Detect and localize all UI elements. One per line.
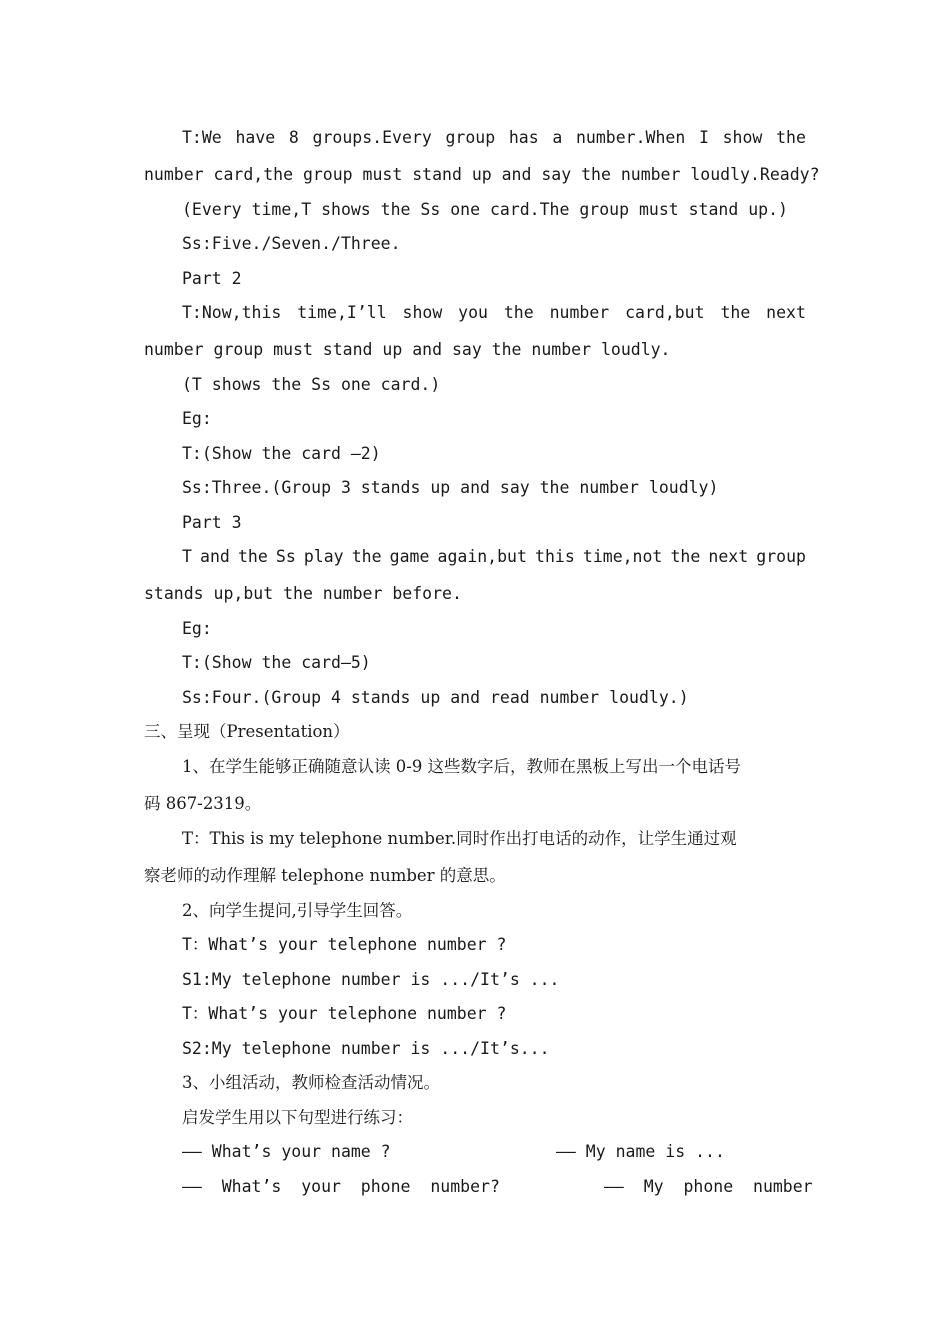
word: groups.Every (312, 128, 432, 147)
paragraph-line-11: Ss:Three.(Group 3 stands up and say the number loudly) (182, 478, 719, 497)
dialogue-line-25: S1:My telephone number is .../It’s ... (182, 970, 560, 989)
word: the (670, 547, 701, 566)
word: and (200, 547, 230, 566)
word: a (552, 128, 563, 147)
paragraph-line-9: Eg: (182, 409, 212, 428)
section-label-part-2: Part 2 (182, 269, 242, 288)
pattern-line-30-right: —— My name is ... (556, 1142, 725, 1161)
paragraph-line-7: number group must stand up and say the number loudly. (144, 340, 671, 359)
paragraph-line-2: number card,the group must stand up and say the number loudly.Ready? (144, 165, 820, 184)
word: game (389, 547, 430, 566)
paragraph-line-14: stands up,but the number before. (144, 584, 462, 603)
paragraph-line-4: Ss:Five./Seven./Three. (182, 234, 401, 253)
paragraph-line-6 (182, 302, 806, 324)
paragraph-line-10: T:(Show the card —2) (182, 444, 381, 463)
word: T:We (182, 128, 222, 147)
paragraph-line-22: 察老师的动作理解 telephone number 的意思。 (144, 866, 506, 885)
word: you (458, 303, 488, 322)
section-label-part-3: Part 3 (182, 513, 242, 532)
word: the (776, 128, 806, 147)
paragraph-line-29: 启发学生用以下句型进行练习： (182, 1108, 413, 1127)
paragraph-line-20: 码 867-2319。 (144, 794, 262, 813)
paragraph-line-1 (182, 127, 806, 149)
word: Ss (275, 547, 296, 566)
word: again,but (437, 547, 527, 566)
word: show (722, 128, 763, 147)
word: have (235, 128, 276, 147)
paragraph-line-19: 1、在学生能够正确随意认读 0-9 这些数字后，教师在黑板上写出一个电话号 (182, 757, 742, 776)
paragraph-line-21: T：This is my telephone number.同时作出打电话的动作，让学生通过观 (182, 829, 737, 848)
word: number.When (576, 128, 686, 147)
word: next (708, 547, 749, 566)
word: time,not (582, 547, 663, 566)
paragraph-line-16: T:(Show the card—5) (182, 653, 371, 672)
word: T:Now,this (182, 303, 282, 322)
paragraph-line-23: 2、向学生提问,引导学生回答。 (182, 901, 413, 920)
word: this (535, 547, 575, 566)
dialogue-line-26: T：What’s your telephone number ? (182, 1004, 507, 1023)
word: show (402, 303, 443, 322)
word: T (182, 547, 192, 566)
paragraph-line-13 (182, 546, 806, 568)
dialogue-line-27: S2:My telephone number is .../It’s... (182, 1039, 550, 1058)
pattern-line-30-left: —— What’s your name ? (182, 1142, 391, 1161)
word: time,I’ll (297, 303, 387, 322)
word: group (756, 547, 806, 566)
word: the (351, 547, 382, 566)
word: next (766, 303, 806, 322)
paragraph-line-8: (T shows the Ss one card.) (182, 375, 441, 394)
word: the (503, 303, 534, 322)
word: 8 (288, 128, 299, 147)
word: the (237, 547, 268, 566)
section-heading-presentation: 三、呈现（Presentation） (144, 722, 350, 741)
paragraph-line-3: (Every time,T shows the Ss one card.The group must stand up.) (182, 200, 788, 219)
word: I (698, 128, 709, 147)
word: has (508, 128, 539, 147)
word: number (549, 303, 610, 322)
word: card,but (625, 303, 705, 322)
paragraph-line-17: Ss:Four.(Group 4 stands up and read number loudly.) (182, 688, 689, 707)
paragraph-line-28: 3、小组活动，教师检查活动情况。 (182, 1073, 440, 1092)
dialogue-line-24: T：What’s your telephone number ? (182, 935, 507, 954)
pattern-line-31-left: —— What’s your phone number? (182, 1177, 500, 1196)
pattern-line-31-right: —— My phone number (604, 1177, 813, 1196)
word: group (445, 128, 496, 147)
paragraph-line-15: Eg: (182, 619, 212, 638)
word: the (720, 303, 751, 322)
word: play (303, 547, 344, 566)
